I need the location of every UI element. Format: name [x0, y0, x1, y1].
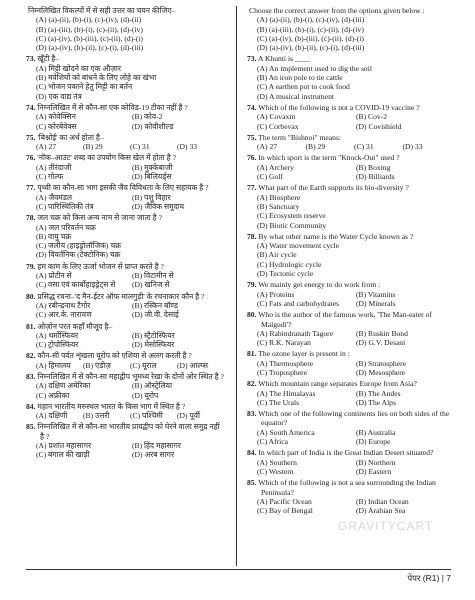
option: (B) Indian Ocean [356, 496, 409, 506]
option: (C) Fats and carbohydrates [257, 298, 340, 308]
question-number: 77. [26, 183, 36, 193]
footer-rule [26, 569, 451, 570]
question-text [26, 213, 224, 222]
question-stem: महान भारतीय मरुस्थल भारत के किस भाग में स्थित है ? [37, 401, 186, 411]
question [247, 409, 451, 446]
question [247, 310, 451, 347]
question-text [247, 448, 451, 457]
option: (B) विटामीन से [132, 271, 174, 281]
option: (A) दक्षिण अमेरिका [36, 381, 91, 391]
option: (D) जैविक समुदाय [132, 201, 185, 211]
options [257, 497, 451, 516]
options [36, 223, 224, 260]
question [247, 448, 451, 476]
option: (B) Air cycle [257, 250, 297, 260]
english-column [247, 6, 451, 515]
answer-choice: (C) (a)-(iv), (b)-(iii), (c)-(ii), (d)-(i) [36, 33, 143, 43]
option: (B) पशु विहार [132, 192, 171, 202]
options [36, 64, 224, 101]
question-stem: निम्नलिखित में से कौन-सा महाद्वीप भूमध्य रेखा के दोनों ओर स्थित है ? [37, 371, 224, 381]
question-text [26, 153, 224, 162]
question [26, 422, 224, 459]
question-number: 79. [247, 280, 257, 290]
option: (C) भोजन पकाने हेतु मिट्टी का बर्तन [36, 82, 133, 92]
option: (C) यूराल [130, 360, 157, 370]
option: (B) हिंद महासागर [132, 441, 181, 451]
option: (D) Eastern [356, 466, 392, 476]
option: (D) 33 [177, 142, 198, 152]
question-stem: खूँटी है– [37, 54, 60, 64]
question-stem: The term "Bishnoi" means: [258, 132, 342, 142]
option: (C) जलीय (हाइड्रोलॉजिक) चक्र [36, 241, 121, 251]
option: (D) Biotic Community [257, 220, 327, 230]
question-stem: Which one of the following continents lies on both sides of the equator? [258, 409, 450, 428]
options [36, 441, 224, 460]
question-stem: The ozone layer is present in : [258, 349, 350, 359]
option: (B) वायु चक्र [36, 231, 72, 241]
question-stem: Which mountain range separates Europe from Asia? [258, 379, 417, 389]
question-number: 84. [247, 448, 257, 458]
question-stem: प्रसिद्ध रचना–'द मैन-ईटर ऑफ मालगुड़ी' के रचनाकार कौन है ? [37, 291, 205, 301]
watermark: GRAVITYCART [338, 519, 434, 533]
option: (D) G.V. Desani [356, 338, 406, 348]
option: (D) Arabian Sea [356, 506, 406, 516]
question [247, 103, 451, 131]
question [26, 153, 224, 181]
question-text [26, 402, 224, 411]
question-stem: By what other name is the Water Cycle known as ? [258, 231, 414, 241]
options [257, 112, 451, 131]
question [26, 351, 224, 370]
option: (A) Proteins [257, 289, 295, 299]
option: (C) बंगाल की खाड़ी [36, 450, 90, 460]
options [257, 458, 451, 477]
option: (C) 31 [130, 142, 150, 152]
option: (A) जल परिवर्तन चक्र [36, 222, 96, 232]
option: (D) पूर्वी [177, 411, 200, 421]
options [257, 290, 451, 309]
option: (A) मिट्टी खोदने का एक औज़ार [36, 63, 121, 73]
question-text [26, 133, 224, 142]
question [26, 372, 224, 400]
option: (B) An iron pole to tie cattle [257, 73, 343, 83]
option: (C) कोरबेवेक्स [36, 121, 77, 131]
options [257, 389, 451, 408]
question-text [26, 351, 224, 360]
option: (C) A earthen pot to cook food [257, 82, 350, 92]
option: (D) Billiards [356, 172, 395, 182]
option: (C) पारिस्थितिकी तंत्र [36, 201, 94, 211]
question-text [26, 292, 224, 301]
option: (B) Sanctuary [257, 201, 300, 211]
options [36, 271, 224, 290]
option: (D) Covishield [356, 121, 402, 131]
options [257, 359, 451, 378]
question-number: 78. [26, 213, 36, 223]
options [257, 193, 451, 230]
option: (A) थर्मोस्फियर [36, 330, 79, 340]
question-number: 83. [247, 409, 257, 419]
question-number: 77. [247, 183, 257, 193]
option: (B) मवेशियों को बांधने के लिए लोहे का खंभा [36, 73, 157, 83]
question [26, 262, 224, 290]
question-stem: Who is the author of the famous work, 'The Man-eater of Malgudi'? [258, 310, 432, 329]
option: (D) खनिज से [132, 280, 170, 290]
answer-choice: (B) (a)-(iii), (b)-(i), (c)-(ii), (d)-(iv) [257, 24, 364, 34]
option: (D) बिलियर्ड्स [132, 172, 172, 182]
option: (A) Rabindranath Tagore [257, 328, 334, 338]
question-text [247, 133, 451, 142]
question [26, 322, 224, 350]
option: (A) Southern [257, 457, 297, 467]
question-number: 76. [247, 153, 257, 163]
option: (D) Tectonic cycle [257, 269, 314, 279]
option: (B) Northern [356, 457, 396, 467]
options [257, 241, 451, 278]
option: (A) Water movement cycle [257, 241, 340, 251]
option: (C) Corbevax [257, 121, 299, 131]
question-number: 81. [247, 349, 257, 359]
option: (D) Minerals [356, 298, 396, 308]
option: (C) 31 [354, 142, 374, 152]
option: (B) कोव-2 [132, 112, 163, 122]
option: (A) प्रशांत महासागर [36, 441, 92, 451]
options [36, 193, 224, 212]
question-stem: In which part of India is the Great Indian Desert situated? [258, 448, 434, 458]
answer-choice: (A) (a)-(ii), (b)-(i), (c)-(iv), (d)-(iii) [257, 15, 365, 25]
question-stem: We mainly get energy to do work from : [258, 280, 381, 290]
english-intro: Choose the correct answer from the options given below : [249, 6, 425, 15]
option: (D) यूरोप [132, 390, 159, 400]
option: (D) आल्प्स [177, 360, 208, 370]
answer-choice: (A) (a)-(ii), (b)-(i), (c)-(iv), (d)-(ii) [36, 15, 142, 25]
question [247, 133, 451, 152]
question-number: 78. [247, 231, 257, 241]
answer-choice: (D) (a)-(iv), (b)-(ii), (c)-(i), (d)-(iii) [36, 43, 144, 53]
option: (C) ट्रोपोस्फियर [36, 340, 79, 350]
question [247, 183, 451, 229]
question-stem: A Khunti is ____ [257, 54, 311, 64]
question [26, 183, 224, 211]
option: (C) Western [257, 466, 294, 476]
answer-choice: (D) (a)-(iv), (b)-(ii), (c)-(i), (d)-(iii) [257, 43, 365, 53]
question-text [247, 280, 451, 289]
option: (C) अफ्रीका [36, 390, 70, 400]
options [36, 163, 224, 182]
option: (A) Biosphere [257, 192, 301, 202]
question-text [247, 379, 451, 388]
option: (A) 27 [36, 142, 57, 152]
options [257, 163, 451, 182]
question [26, 292, 224, 320]
option: (B) Boxing [356, 162, 391, 172]
option: (B) Cov-2 [356, 112, 388, 122]
options [36, 411, 224, 420]
question-number: 76. [26, 153, 36, 163]
options [36, 112, 224, 131]
option: (A) Pacific Ocean [257, 496, 312, 506]
option: (A) Thermosphere [257, 358, 314, 368]
question [26, 213, 224, 259]
question-text [247, 409, 451, 428]
question-number: 73. [26, 54, 36, 64]
question-number: 73. [247, 54, 257, 64]
question-text [247, 349, 451, 358]
question-stem: निम्नलिखित में से कौन-सा एक कोविड-19 टीका नहीं है ? [37, 102, 188, 112]
question [247, 232, 451, 278]
options [36, 381, 224, 400]
question-stem: In which sport is the term "Knock-Out" used ? [258, 153, 400, 163]
english-question-list [247, 54, 451, 515]
option: (C) आर.के. नारायण [36, 310, 92, 320]
hindi-intro-answers [26, 15, 224, 52]
question [247, 349, 451, 377]
options [36, 361, 224, 370]
question-text [247, 54, 451, 63]
question-number: 75. [247, 132, 257, 142]
question-stem: What part of the Earth supports its bio-diversity ? [258, 183, 409, 193]
question [26, 402, 224, 421]
question-number: 74. [26, 102, 36, 112]
question-text [247, 310, 451, 329]
option: (D) अरब सागर [132, 450, 175, 460]
option: (D) कोवीशील्ड [132, 121, 174, 131]
option: (D) विवर्तनिक (टेक्टोनिक) चक्र [36, 250, 121, 260]
option: (C) Golf [257, 172, 283, 182]
option: (B) Australia [356, 427, 396, 437]
page-footer: पेपर (R1) | 7 [407, 573, 451, 583]
option: (B) Stratosphere [356, 358, 406, 368]
question-text [26, 322, 224, 331]
option: (A) Covaxin [257, 112, 296, 122]
column-divider [236, 6, 237, 566]
option: (B) मुक्केबाजी [132, 162, 173, 172]
question-text [26, 183, 224, 192]
option: (B) Ruskin Bond [356, 328, 408, 338]
option: (D) 33 [402, 142, 423, 152]
option: (C) पश्चिमी [130, 411, 163, 421]
question [26, 103, 224, 131]
option: (C) Africa [257, 437, 288, 447]
option: (C) Hydrologic cycle [257, 259, 322, 269]
question-number: 85. [247, 478, 257, 488]
options [36, 142, 224, 151]
question-stem: कौन-सी पर्वत शृंखला यूरोप को एशिया से अलग करती है ? [37, 351, 192, 361]
question [247, 280, 451, 308]
hindi-column [26, 6, 224, 460]
option: (C) R.K. Narayan [257, 338, 311, 348]
question-stem: ओज़ोन परत कहाँ मौजूद है– [37, 321, 113, 331]
question-number: 79. [26, 261, 36, 271]
question [247, 54, 451, 100]
question-text [26, 103, 224, 112]
question-text [247, 183, 451, 192]
question-number: 85. [26, 422, 36, 432]
question-text [247, 153, 451, 162]
question-number: 80. [26, 291, 36, 301]
option: (C) Troposphere [257, 367, 307, 377]
question-number: 74. [247, 102, 257, 112]
question-number: 82. [247, 379, 257, 389]
option: (A) The Himalayas [257, 388, 316, 398]
option: (A) An implement used to dig the soil [257, 63, 372, 73]
option: (B) एंडीज़ [83, 360, 111, 370]
question [26, 54, 224, 100]
option: (D) Europe [356, 437, 391, 447]
option: (A) Archery [257, 162, 294, 172]
question-text [247, 103, 451, 112]
english-intro-answers [247, 15, 451, 52]
question [26, 133, 224, 152]
option: (B) 29 [305, 142, 326, 152]
hindi-intro: निम्नलिखित विकल्पों में से सही उत्तर का चयन कीजिए– [28, 6, 176, 15]
answer-choice: (C) (a)-(iv), (b)-(iii), (c)-(ii), (d)-(i) [257, 33, 364, 43]
question-number: 75. [26, 132, 36, 142]
option: (B) Vitamins [356, 289, 396, 299]
option: (C) गोल्फ [36, 172, 64, 182]
option: (A) 27 [257, 142, 278, 152]
question-text [26, 54, 224, 63]
question [247, 379, 451, 407]
option: (A) प्रोटीन से [36, 271, 72, 281]
options [257, 428, 451, 447]
question-stem: जल चक्र को किस अन्य नाम से जाना जाता है ? [37, 213, 162, 223]
question-stem: 'नॉक–आउट' शब्द का उपयोग किस खेल में होता है ? [37, 153, 176, 163]
option: (D) मेसोस्फियर [132, 340, 175, 350]
question-stem: Which of the following is not a COVID-19 vaccine ? [258, 102, 420, 112]
option: (C) वसा एवं कार्बोहाइड्रेट्स से [36, 280, 116, 290]
question-text [247, 232, 451, 241]
question [247, 478, 451, 515]
option: (A) कोवेक्सिन [36, 112, 76, 122]
option: (A) जैवमंडल [36, 192, 73, 202]
option: (B) उत्तरी [83, 411, 110, 421]
question-text [26, 422, 224, 441]
option: (B) The Andes [356, 388, 401, 398]
options [36, 301, 224, 320]
question-text [26, 262, 224, 271]
option: (A) तीरंदाजी [36, 162, 72, 172]
question-number: 80. [247, 310, 257, 320]
question-number: 81. [26, 321, 36, 331]
question-number: 84. [26, 401, 36, 411]
option: (C) Bay of Bengal [257, 506, 313, 516]
option: (D) जी.वी. देसाई [132, 310, 179, 320]
hindi-question-list [26, 54, 224, 459]
option: (D) A musical instrument [257, 91, 334, 101]
option: (A) दक्षिणी [36, 411, 68, 421]
option: (A) रबीन्द्रनाथ टैगोर [36, 300, 91, 310]
options [36, 331, 224, 350]
options [257, 64, 451, 101]
option: (D) Mesosphere [356, 367, 406, 377]
options [257, 142, 451, 151]
question-stem: Which of the following is not a sea surrounding the Indian Peninsula? [258, 478, 436, 497]
answer-choice: (B) (a)-(iii), (b)-(i), (c)-(ii), (d)-(iv) [36, 24, 143, 34]
option: (A) South America [257, 427, 315, 437]
question-text [26, 372, 224, 381]
option: (D) The Alps [356, 397, 396, 407]
option: (D) एक वाद्य तंत्र [36, 91, 82, 101]
question-stem: पृथ्वी का कौन-सा भाग इसकी जैव विविधता के लिए सहायक है ? [37, 183, 209, 193]
option: (B) 29 [83, 142, 103, 152]
question [247, 153, 451, 181]
option: (B) ऑस्ट्रेलिया [132, 381, 173, 391]
option: (B) स्ट्रैटोस्फियर [132, 330, 175, 340]
question-text [247, 478, 451, 497]
question-stem: हम काम के लिए ऊर्जा भोजन से प्राप्त करते है ? [37, 261, 164, 271]
option: (B) रस्किन बॉण्ड [132, 300, 178, 310]
option: (C) The Urals [257, 397, 300, 407]
question-stem: 'बिश्नोई' का अर्थ होता है– [37, 132, 104, 142]
question-number: 83. [26, 371, 36, 381]
option: (A) हिमालय [36, 360, 71, 370]
question-number: 82. [26, 351, 36, 361]
option: (C) Ecosystem reserve [257, 211, 326, 221]
options [257, 329, 451, 348]
question-stem: निम्नलिखित में से कौन-सा भारतीय प्रायद्वीप को घेरने वाला समुद्र नहीं है ? [37, 422, 220, 441]
